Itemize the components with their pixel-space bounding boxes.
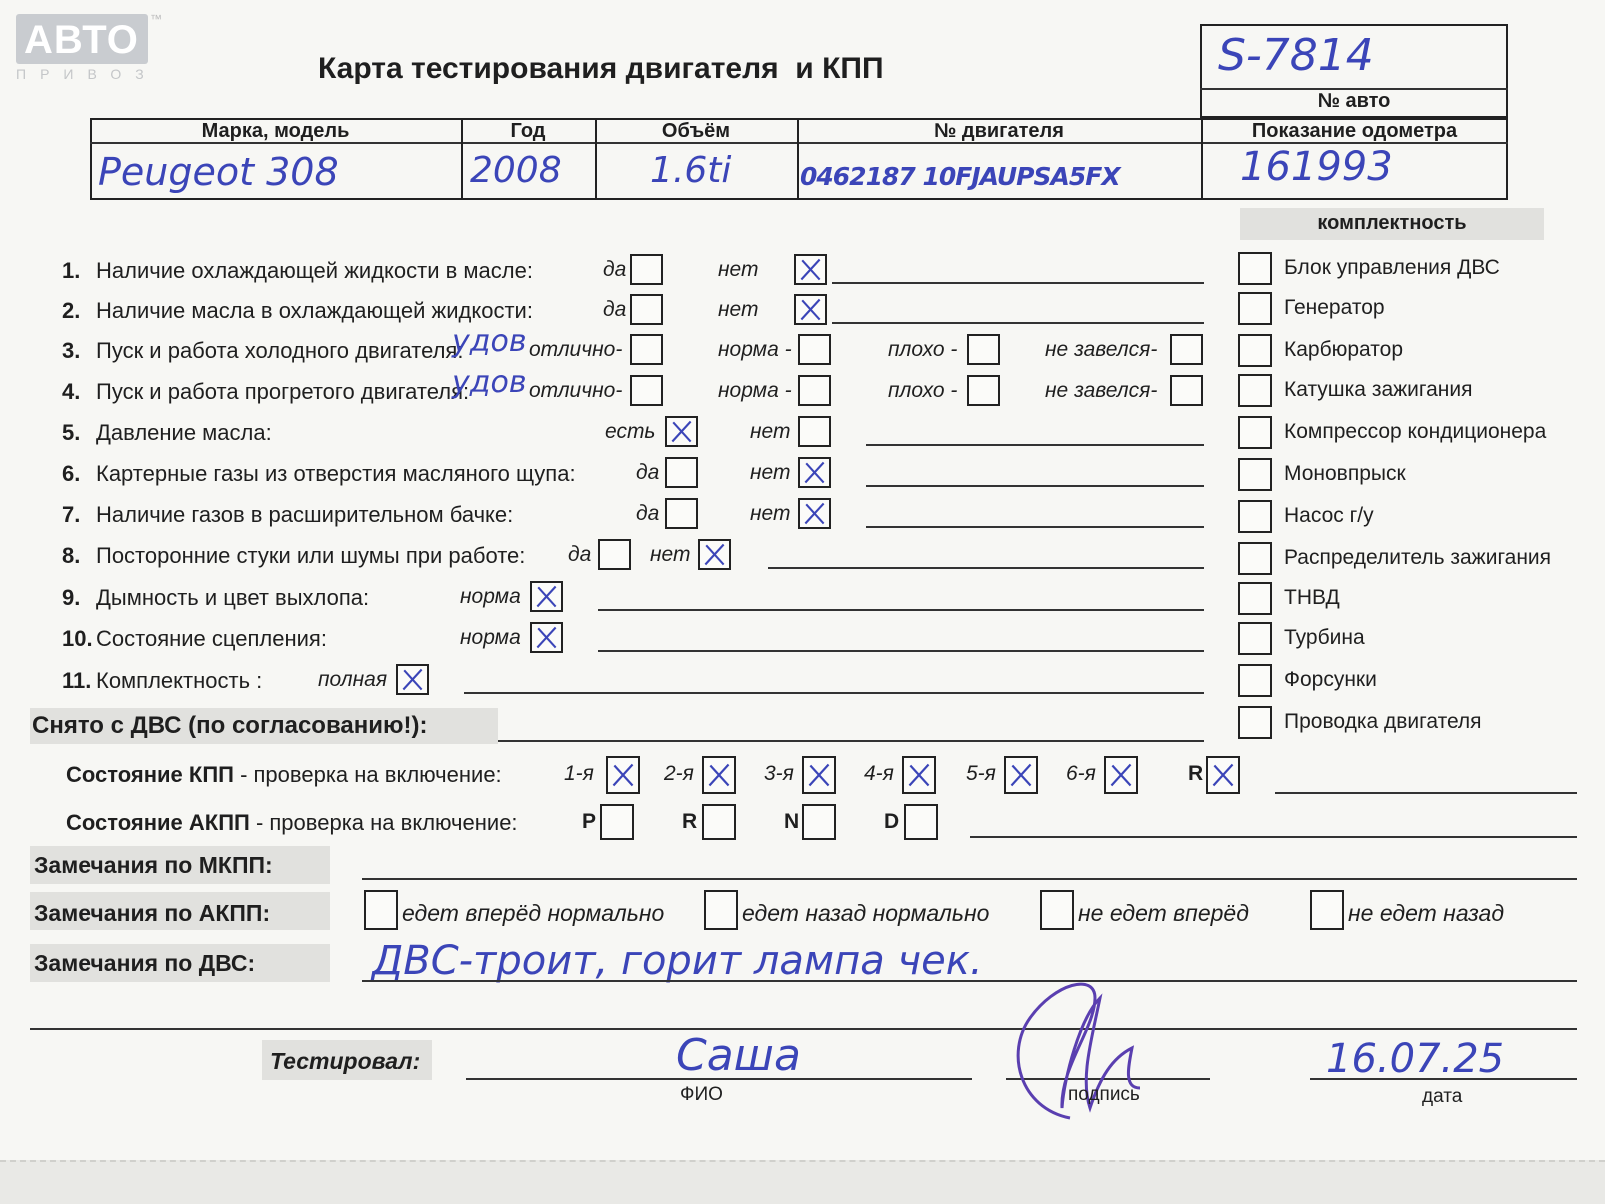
remarks-mkpp-label: Замечания по МКПП: <box>34 852 273 878</box>
gear-label: 6-я <box>1066 762 1096 785</box>
gear-checkbox[interactable] <box>702 756 736 794</box>
option-checkbox[interactable] <box>665 457 698 488</box>
value-odometer: 161993 <box>1240 144 1393 190</box>
completeness-checkbox[interactable] <box>1238 458 1272 491</box>
col-brand: Марка, модель <box>201 120 350 142</box>
option-label: норма - <box>718 338 792 361</box>
check-number: 9. <box>62 585 81 610</box>
completeness-checkbox[interactable] <box>1238 622 1272 655</box>
check-number: 10. <box>62 626 93 651</box>
completeness-item: ТНВД <box>1284 586 1340 609</box>
akpp-gear-label: R <box>682 810 698 833</box>
option-checkbox[interactable] <box>798 457 831 488</box>
check-label: Наличие масла в охлаждающей жидкости: <box>96 298 533 323</box>
kpp-label: Состояние КПП - проверка на включение: <box>66 762 502 787</box>
akpp-remark-checkbox[interactable] <box>364 890 398 930</box>
option-label: норма - <box>718 379 792 402</box>
option-label: норма <box>460 626 521 649</box>
gear-label: 4-я <box>864 762 894 785</box>
value-year: 2008 <box>470 150 562 191</box>
gear-checkbox[interactable] <box>1104 756 1138 794</box>
removed-label: Снято с ДВС (по согласованию!): <box>32 712 428 739</box>
option-checkbox[interactable] <box>798 416 831 447</box>
completeness-item: Форсунки <box>1284 668 1377 691</box>
option-label: плохо - <box>888 379 958 402</box>
akpp-remark-option: едет вперёд нормально <box>402 900 665 926</box>
option-label: нет <box>718 298 759 321</box>
option-label: не завелся- <box>1045 379 1158 402</box>
remarks-dvs-label: Замечания по ДВС: <box>34 950 256 976</box>
check-label: Посторонние стуки или шумы при работе: <box>96 543 526 568</box>
option-checkbox[interactable] <box>967 375 1000 406</box>
check-number: 4. <box>62 379 81 404</box>
name-label: ФИО <box>680 1084 723 1105</box>
option-label: да <box>636 502 660 525</box>
akpp-remark-checkbox[interactable] <box>704 890 738 930</box>
option-label: полная <box>318 668 388 691</box>
option-label: не завелся- <box>1045 338 1158 361</box>
option-label: отлично- <box>529 338 623 361</box>
gear-label: 5-я <box>966 762 996 785</box>
check-label: Пуск и работа прогретого двигателя: <box>96 379 470 404</box>
akpp-gear-label: P <box>582 810 597 833</box>
akpp-gear-checkbox[interactable] <box>802 804 836 840</box>
option-label: плохо - <box>888 338 958 361</box>
option-label: нет <box>750 461 791 484</box>
completeness-checkbox[interactable] <box>1238 334 1272 367</box>
option-label: да <box>603 298 627 321</box>
option-label: да <box>568 543 592 566</box>
page-title: Карта тестирования двигателя и КПП <box>318 52 884 85</box>
option-checkbox[interactable] <box>794 294 827 325</box>
tested-label: Тестировал: <box>270 1048 421 1074</box>
remarks-akpp-label: Замечания по АКПП: <box>34 900 271 926</box>
akpp-label: Состояние АКПП - проверка на включение: <box>66 810 518 835</box>
tester-name: Саша <box>676 1030 801 1081</box>
option-checkbox[interactable] <box>530 581 563 612</box>
test-date: 16.07.25 <box>1326 1036 1505 1082</box>
value-engine-no: 0462187 10FJAUPSA5FX <box>800 162 1120 191</box>
completeness-item: Блок управления ДВС <box>1284 256 1500 279</box>
gear-checkbox[interactable] <box>606 756 640 794</box>
completeness-item: Генератор <box>1284 296 1385 319</box>
completeness-item: Турбина <box>1284 626 1365 649</box>
gear-checkbox[interactable] <box>802 756 836 794</box>
gear-checkbox[interactable] <box>902 756 936 794</box>
gear-label: R <box>1188 762 1204 785</box>
check-number: 1. <box>62 258 81 283</box>
akpp-remark-checkbox[interactable] <box>1310 890 1344 930</box>
completeness-checkbox[interactable] <box>1238 374 1272 407</box>
akpp-gear-label: D <box>884 810 900 833</box>
completeness-checkbox[interactable] <box>1238 252 1272 285</box>
check-label: Картерные газы из отверстия масляного щупа: <box>96 461 576 486</box>
option-checkbox[interactable] <box>530 622 563 653</box>
check-number: 11. <box>62 668 92 693</box>
option-label: есть <box>605 420 656 443</box>
date-label: дата <box>1422 1086 1463 1107</box>
auto-number-label: № авто <box>1317 90 1391 112</box>
option-checkbox[interactable] <box>1170 375 1203 406</box>
logo <box>16 14 148 64</box>
completeness-item: Компрессор кондиционера <box>1284 420 1547 443</box>
completeness-item: Моновпрыск <box>1284 462 1406 485</box>
signature-label: подпись <box>1068 1084 1140 1105</box>
option-checkbox[interactable] <box>598 539 631 570</box>
check-number: 7. <box>62 502 81 527</box>
col-year: Год <box>510 120 546 142</box>
check-label: Дымность и цвет выхлопа: <box>96 585 370 610</box>
completeness-checkbox[interactable] <box>1238 542 1272 575</box>
check-label: Наличие газов в расширительном бачке: <box>96 502 514 527</box>
option-label: нет <box>750 502 791 525</box>
check-label: Комплектность : <box>96 668 263 693</box>
torn-edge <box>0 1160 1605 1204</box>
option-label: нет <box>718 258 759 281</box>
completeness-title: комплектность <box>1317 212 1467 234</box>
option-label: отлично- <box>529 379 623 402</box>
completeness-item: Насос г/у <box>1284 504 1374 527</box>
check-note: удов <box>452 324 527 359</box>
option-checkbox[interactable] <box>630 254 663 285</box>
akpp-remark-option: не едет назад <box>1348 900 1505 926</box>
check-label: Наличие охлаждающей жидкости в масле: <box>96 258 533 283</box>
option-checkbox[interactable] <box>798 498 831 529</box>
check-label: Состояние сцепления: <box>96 626 327 651</box>
check-label: Давление масла: <box>96 420 272 445</box>
option-label: нет <box>750 420 791 443</box>
completeness-checkbox[interactable] <box>1238 416 1272 449</box>
option-checkbox[interactable] <box>798 334 831 365</box>
completeness-checkbox[interactable] <box>1238 500 1272 533</box>
option-label: норма <box>460 585 521 608</box>
option-checkbox[interactable] <box>396 664 429 695</box>
akpp-gear-label: N <box>784 810 800 833</box>
option-checkbox[interactable] <box>630 375 663 406</box>
option-checkbox[interactable] <box>967 334 1000 365</box>
completeness-checkbox[interactable] <box>1238 706 1272 739</box>
option-label: да <box>636 461 660 484</box>
check-number: 6. <box>62 461 81 486</box>
col-odometer: Показание одометра <box>1251 120 1458 142</box>
option-label: нет <box>650 543 691 566</box>
akpp-remark-option: едет назад нормально <box>742 900 990 926</box>
logo-tm: ™ <box>150 12 162 26</box>
completeness-item: Катушка зажигания <box>1284 378 1473 401</box>
col-volume: Объём <box>661 120 731 142</box>
auto-number-value: S-7814 <box>1218 30 1374 81</box>
gear-label: 1-я <box>564 762 594 785</box>
option-checkbox[interactable] <box>798 375 831 406</box>
gear-label: 2-я <box>664 762 694 785</box>
akpp-gear-checkbox[interactable] <box>600 804 634 840</box>
option-checkbox[interactable] <box>794 254 827 285</box>
akpp-gear-checkbox[interactable] <box>904 804 938 840</box>
option-checkbox[interactable] <box>665 416 698 447</box>
check-number: 2. <box>62 298 81 323</box>
gear-checkbox[interactable] <box>1206 756 1240 794</box>
option-checkbox[interactable] <box>630 334 663 365</box>
option-checkbox[interactable] <box>1170 334 1203 365</box>
gear-checkbox[interactable] <box>1004 756 1038 794</box>
check-note: удов <box>452 365 527 400</box>
logo-text: АВТО <box>24 18 139 62</box>
value-brand: Peugeot 308 <box>98 150 339 194</box>
value-volume: 1.6ti <box>650 150 732 191</box>
option-label: да <box>603 258 627 281</box>
completeness-checkbox[interactable] <box>1238 664 1272 697</box>
check-number: 5. <box>62 420 81 445</box>
col-engine-no: № двигателя <box>934 120 1064 142</box>
remarks-dvs-value: ДВС-троит, горит лампа чек. <box>372 938 983 984</box>
completeness-item: Распределитель зажигания <box>1284 546 1552 569</box>
completeness-checkbox[interactable] <box>1238 292 1272 325</box>
option-checkbox[interactable] <box>665 498 698 529</box>
check-number: 8. <box>62 543 81 568</box>
completeness-item: Проводка двигателя <box>1284 710 1482 733</box>
option-checkbox[interactable] <box>630 294 663 325</box>
completeness-item: Карбюратор <box>1284 338 1404 361</box>
gear-label: 3-я <box>764 762 794 785</box>
check-label: Пуск и работа холодного двигателя: <box>96 338 464 363</box>
completeness-checkbox[interactable] <box>1238 582 1272 615</box>
akpp-remark-option: не едет вперёд <box>1078 900 1249 926</box>
option-checkbox[interactable] <box>698 539 731 570</box>
check-number: 3. <box>62 338 81 363</box>
akpp-gear-checkbox[interactable] <box>702 804 736 840</box>
logo-subtext: ПРИВОЗ <box>16 66 158 82</box>
akpp-remark-checkbox[interactable] <box>1040 890 1074 930</box>
